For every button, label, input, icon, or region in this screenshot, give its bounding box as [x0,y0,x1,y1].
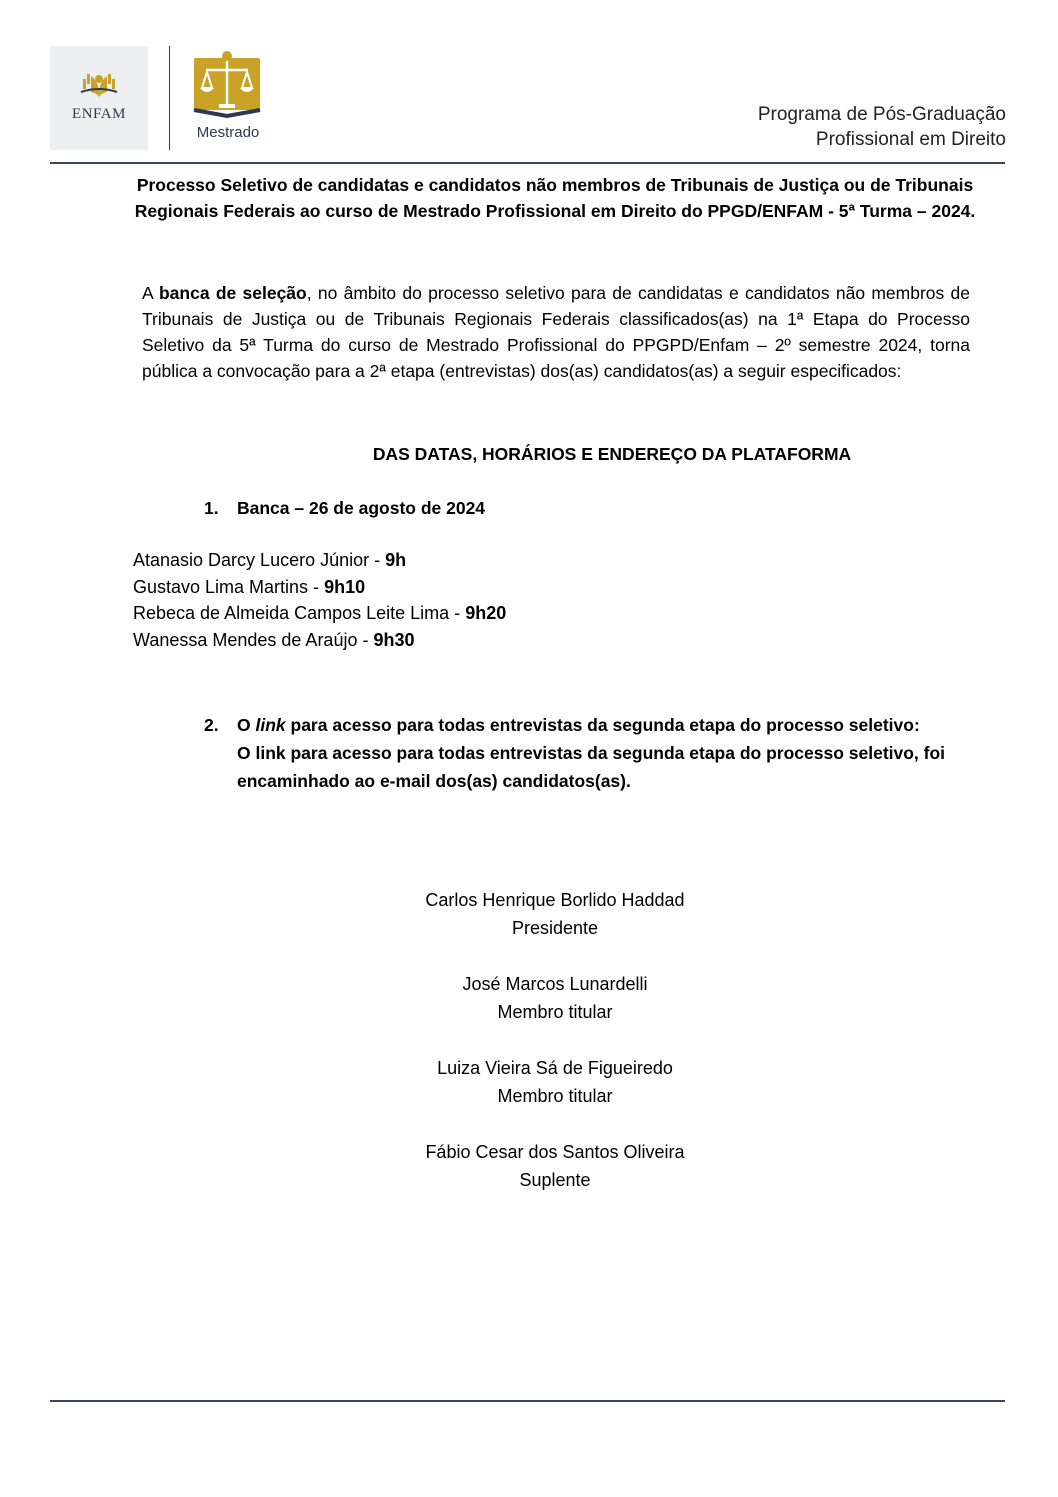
candidate-name: Atanasio Darcy Lucero Júnior - [133,550,386,570]
enfam-logo-text: ENFAM [72,106,126,122]
signer [355,1054,755,1110]
candidate-time: 9h30 [373,629,415,650]
candidate-time: 9h [385,550,407,570]
logo-divider [169,46,170,150]
intro-bold: banca de seleção [158,283,307,303]
candidate-row [133,574,506,601]
candidate-name: Rebeca de Almeida Campos Leite Lima - [133,603,466,623]
section-heading: DAS DATAS, HORÁRIOS E ENDEREÇO DA PLATAFORMA [372,444,852,464]
candidate-name: Gustavo Lima Martins - [133,576,325,597]
mestrado-scales-icon [188,50,266,120]
footer-divider [50,1400,1005,1402]
candidate-row [133,547,506,574]
signer-name: José Marcos Lunardelli [462,974,648,994]
list-item-text: Banca – 26 de agosto de 2024 [237,498,486,518]
signer-role: Membro titular [497,1086,613,1106]
enfam-logo [50,46,148,150]
signer-role: Membro titular [497,1002,613,1022]
candidate-time: 9h10 [324,576,366,597]
list-item-number: 2. [204,715,219,735]
candidate-time: 9h20 [465,603,507,623]
candidate-row [133,600,506,627]
intro-paragraph [142,280,970,384]
signature-block [355,886,755,1222]
enfam-emblem-icon [50,46,148,106]
header-divider [50,162,1005,164]
document-title: Processo Seletivo de candidatas e candidatos não membros de Tribunais de Justiça ou de Tribunais Regionais Federais ao curso de Mestrado Profissional em Direito do PPGD/ENFAM - 5ª Turma – 2024. [134,175,976,221]
signer-role: Suplente [519,1170,591,1190]
link-note: O link para acesso para todas entrevistas da segunda etapa do processo seletivo, foi encaminhado ao e-mail dos(as) candidatos(as). [237,743,946,791]
program-line-2: Profissional em Direito [815,129,1006,150]
signer-name: Luiza Vieira Sá de Figueiredo [437,1058,673,1078]
intro-rest: , no âmbito do processo seletivo para de candidatas e candidatos não membros de Tribunais de Justiça ou de Tribunais Regionais Federais classificados(as) na 1ª Etapa do Processo Seletivo da 5ª Turma do curso de Mestrado Profissional do PPGPD/Enfam – 2º semestre 2024, torna pública a convocação para a 2ª etapa (entrevistas) dos(as) candidatos(as) a seguir especificados: [142,283,970,381]
signer [355,1138,755,1194]
signer-role: Presidente [511,918,599,938]
candidate-list [133,547,506,653]
link-line-pre: O [237,715,256,735]
signer-name: Carlos Henrique Borlido Haddad [425,890,685,910]
mestrado-label: Mestrado [196,124,260,141]
link-word: link [255,715,286,735]
signer [355,886,755,942]
candidate-row [133,627,506,654]
list-item-number: 1. [204,498,219,518]
candidate-name: Wanessa Mendes de Araújo - [133,629,374,650]
list-item-text [237,711,997,795]
signer-name: Fábio Cesar dos Santos Oliveira [425,1142,685,1162]
link-line-post: para acesso para todas entrevistas da segunda etapa do processo seletivo: [285,715,920,735]
intro-lead: A [142,283,159,303]
signer [355,970,755,1026]
program-name [758,102,1006,152]
link-line [237,711,997,739]
program-line-1: Programa de Pós-Graduação [757,104,1006,125]
